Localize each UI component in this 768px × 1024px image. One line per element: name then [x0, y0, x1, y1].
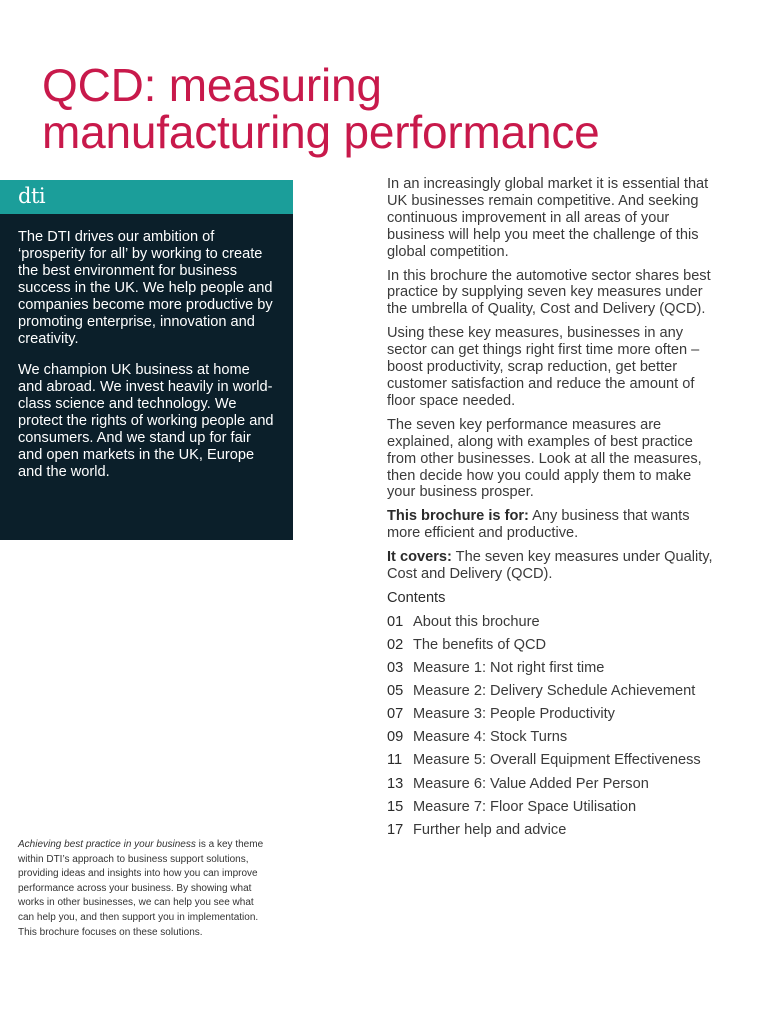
- footnote: [18, 838, 268, 940]
- dti-header-bar: [0, 180, 293, 214]
- contents-label: Measure 4: Stock Turns: [413, 729, 568, 746]
- brochure-covers-text: The seven key measures under Quality, Cost and Delivery (QCD).: [387, 549, 713, 583]
- dti-logo: dti: [18, 184, 46, 208]
- contents-item[interactable]: [387, 729, 717, 746]
- intro-paragraph-2: In this brochure the automotive sector shares best practice by supplying seven key measures under the umbrella of Quality, Cost and Delivery (QCD).: [387, 267, 711, 318]
- contents-page-number: 07: [387, 706, 404, 723]
- contents-page-number: 17: [387, 821, 404, 838]
- brochure-covers-label: It covers:: [387, 549, 452, 566]
- brochure-covers: [387, 549, 717, 583]
- intro-column: [387, 176, 717, 845]
- footnote-lead: Achieving best practice in your business: [18, 839, 196, 850]
- page-title: [42, 59, 742, 158]
- brochure-for-label: This brochure is for:: [387, 508, 529, 525]
- contents-list: [387, 614, 717, 839]
- title-line-1: QCD: measuring: [42, 59, 382, 111]
- contents-item[interactable]: [387, 660, 717, 677]
- contents-page-number: 05: [387, 683, 404, 700]
- contents-page-number: 11: [387, 752, 403, 769]
- contents-item[interactable]: [387, 614, 717, 631]
- contents-page-number: 02: [387, 636, 404, 653]
- contents-label: About this brochure: [413, 613, 540, 630]
- footnote-rest: is a key theme within DTI’s approach to business support solutions, providing ideas and insights into how you can improve performance across your business. By showing what works in other businesses, we can help you see what can help you, and then support you in implementation. This brochure focuses on these solutions.: [18, 839, 264, 938]
- contents-item[interactable]: [387, 799, 717, 816]
- contents-page-number: 13: [387, 775, 404, 792]
- contents-label: Measure 7: Floor Space Utilisation: [413, 798, 637, 815]
- contents-label: The benefits of QCD: [413, 636, 547, 653]
- contents-page-number: 15: [387, 798, 404, 815]
- contents-label: Further help and advice: [413, 821, 567, 838]
- contents-item[interactable]: [387, 776, 717, 793]
- contents-item[interactable]: [387, 822, 717, 839]
- contents-page-number: 01: [387, 613, 404, 630]
- dti-paragraph-1: The DTI drives our ambition of ‘prosperity for all’ by working to create the best environment for business success in the UK. We help people and companies become more productive by promoting enterprise, innovation and creativity.: [18, 229, 273, 347]
- contents-label: Measure 2: Delivery Schedule Achievement: [413, 683, 696, 700]
- brochure-for-text: Any business that wants more efficient and productive.: [387, 508, 690, 542]
- brochure-for: [387, 508, 717, 542]
- contents-item[interactable]: [387, 683, 717, 700]
- contents-label: Measure 6: Value Added Per Person: [413, 775, 649, 792]
- intro-paragraph-4: The seven key performance measures are explained, along with examples of best practice from other businesses. Look at all the measures, then decide how you could apply them to make your business prosper.: [387, 416, 702, 501]
- contents-title: Contents: [387, 589, 446, 606]
- dti-paragraph-2: We champion UK business at home and abroad. We invest heavily in world-class science and technology. We protect the rights of working people and consumers. And we stand up for fair and open markets in the UK, Europe and the world.: [18, 362, 274, 480]
- dti-info-panel: [0, 214, 293, 540]
- contents-item[interactable]: [387, 706, 717, 723]
- contents-page-number: 03: [387, 660, 404, 677]
- intro-paragraph-1: In an increasingly global market it is essential that UK businesses remain competitive. And seeking continuous improvement in all areas of your business will help you meet the challenge of this global competition.: [387, 176, 709, 260]
- contents-item[interactable]: [387, 637, 717, 654]
- contents-item[interactable]: [387, 752, 717, 769]
- title-line-2: manufacturing performance: [42, 106, 600, 158]
- intro-paragraph-3: Using these key measures, businesses in any sector can get things right first time more often – boost productivity, scrap reduction, get better customer satisfaction and reduce the amount of floor space needed.: [387, 325, 700, 409]
- contents-label: Measure 3: People Productivity: [413, 706, 615, 723]
- contents-label: Measure 5: Overall Equipment Effectiveness: [413, 752, 701, 769]
- contents-page-number: 09: [387, 729, 404, 746]
- contents-label: Measure 1: Not right first time: [413, 660, 605, 677]
